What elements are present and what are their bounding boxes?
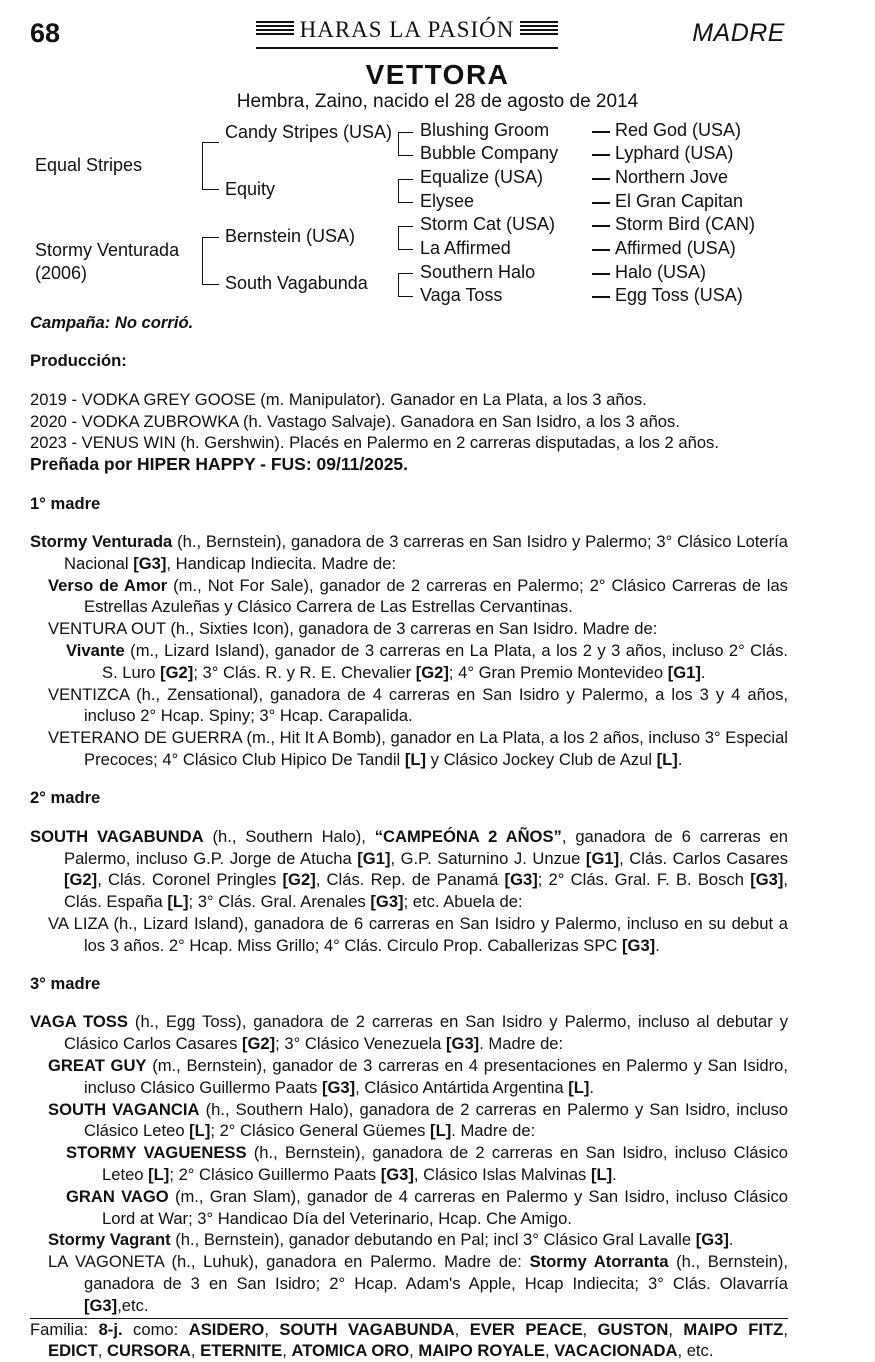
pedigree-bracket (398, 273, 413, 297)
pedigree-gen4: Egg Toss (USA) (615, 285, 743, 305)
horse-name: VETTORA (365, 59, 510, 90)
pedigree-gen2: Equity (225, 179, 276, 199)
pedigree-gen2: South Vagabunda (225, 273, 368, 293)
pedigree-dash (592, 296, 610, 298)
first-dam-entry: Stormy Venturada (h., Bernstein), ganadora de 3 carreras en San Isidro y Palermo; 3° Clásico Lotería Nacional [G3], Handicap Indiecita. Madre de: (30, 531, 789, 573)
family-name: MAIPO FITZ (683, 1319, 784, 1339)
produce-entry: Stormy Vagrant (h., Bernstein), ganador debutando en Pal; incl 3° Clásico Gral Lavalle [G3]. (48, 1230, 734, 1250)
produce-name: GRAN VAGO (66, 1186, 169, 1206)
third-dam-entry: VAGA TOSS (h., Egg Toss), ganadora de 2 carreras en San Isidro y Palermo, incluso al debutar y Clásico Carlos Casares [G2]; 3° Clásico Venezuela [G3]. Madre de: (30, 1012, 788, 1054)
produce-entry: VA LIZA (h., Lizard Island), ganadora de 6 carreras en San Isidro y Palermo, incluso en su debut a los 3 años. 2° Hcap. Miss Grillo; 4° Clás. Circulo Prop. Caballerizas SPC [G3]. (48, 913, 788, 955)
pedigree-dash (592, 225, 610, 227)
produce-entry: SOUTH VAGANCIA (h., Southern Halo), ganadora de 2 carreras en Palermo y San Isidro, incluso Clásico Leteo [L]; 2° Clásico General Güemes [L]. Madre de: (48, 1099, 788, 1141)
pedigree-dash (592, 249, 610, 251)
pedigree-gen4: Affirmed (USA) (615, 238, 736, 258)
family-name: CURSORA (107, 1341, 191, 1361)
horse-subtitle: Hembra, Zaino, nacido el 28 de agosto de 2014 (236, 91, 639, 112)
produce-entry: GRAN VAGO (m., Gran Slam), ganador de 4 carreras en Palermo y San Isidro, incluso Clásico Lord at War; 3° Handicao Día del Veterinario, Hcap. Che Amigo. (66, 1186, 788, 1228)
pedigree-gen4: Red God (USA) (615, 120, 742, 140)
pedigree-gen4: El Gran Capitan (615, 191, 744, 211)
family-name: MAIPO ROYALE (418, 1341, 545, 1361)
pedigree-gen2: Candy Stripes (USA) (225, 122, 393, 142)
pedigree-dash (592, 131, 610, 133)
production-item: 2019 - VODKA GREY GOOSE (m. Manipulator). Ganador en La Plata, a los 3 años. (30, 389, 647, 409)
pedigree-gen4: Northern Jove (615, 167, 729, 187)
produce-entry: Vivante (m., Lizard Island), ganador de 3 carreras en La Plata, a los 2 y 3 años, incluso 2° Clás. S. Luro [G2]; 3° Clás. R. y R. E. Chevalier [G2]; 4° Gran Premio Montevideo [G1]. (66, 640, 788, 682)
pedigree-bracket (202, 237, 219, 285)
produce-entry: GREAT GUY (m., Bernstein), ganador de 3 carreras en 4 presentaciones en Palermo y San Isidro, incluso Clásico Guillermo Paats [G3], Clásico Antártida Argentina [L]. (48, 1056, 789, 1097)
section-label: MADRE (692, 19, 785, 47)
family-name: EDICT (48, 1341, 98, 1361)
produce-name: STORMY VAGUENESS (66, 1143, 247, 1163)
pedigree-gen4: Lyphard (USA) (615, 143, 734, 163)
pedigree-gen4: Halo (USA) (615, 262, 707, 282)
production-heading: Producción: (30, 351, 127, 371)
produce-entry: VENTURA OUT (h., Sixties Icon), ganadora de 3 carreras en San Isidro. Madre de: (48, 619, 658, 639)
pedigree-gen3: Southern Halo (420, 262, 536, 282)
production-item: 2020 - VODKA ZUBROWKA (h. Vastago Salvaje). Ganadora en San Isidro, a los 3 años. (30, 411, 680, 431)
brand-name: HARAS LA PASIÓN (299, 17, 515, 42)
pedigree-gen4: Storm Bird (CAN) (615, 214, 756, 234)
pedigree-bracket (398, 179, 413, 203)
produce-name: Verso de Amor (48, 575, 168, 595)
campaign: Campaña: No corrió. (30, 313, 194, 332)
family-name: GUSTON (597, 1319, 669, 1339)
produce-entry: VENTIZCA (h., Zensational), ganadora de 4 carreras en San Isidro y Palermo, a los 3 y 4 años, incluso 2° Hcap. Spiny; 3° Hcap. Carapalida. (48, 684, 788, 726)
dam-name: VAGA TOSS (30, 1012, 128, 1032)
produce-name: Stormy Atorranta (529, 1252, 669, 1272)
dam-name: Stormy Venturada (30, 531, 173, 551)
produce-name: Stormy Vagrant (48, 1230, 171, 1250)
brand-bars-right-icon (520, 21, 558, 40)
family-name: ASIDERO (188, 1319, 265, 1339)
first-dam-heading: 1° madre (30, 493, 101, 513)
pedigree-gen3: Blushing Groom (420, 120, 550, 140)
pedigree-gen3: Storm Cat (USA) (420, 214, 556, 234)
catalog-body (30, 312, 788, 1362)
produce-name: Vivante (66, 640, 125, 660)
pedigree-gen3: Bubble Company (420, 143, 559, 163)
produce-entry: Verso de Amor (m., Not For Sale), ganador de 2 carreras en Palermo; 2° Clásico Carreras de las Estrellas Azuleñas y Clásico Carrera de Las Estrellas Cervantinas. (48, 575, 788, 617)
brand-header (256, 14, 558, 50)
produce-name: SOUTH VAGANCIA (48, 1099, 200, 1119)
pedigree-gen3: Vaga Toss (420, 285, 503, 305)
page-number: 68 (30, 18, 61, 48)
pedigree-bracket (398, 226, 413, 250)
pedigree-dash (592, 202, 610, 204)
produce-entry: VETERANO DE GUERRA (m., Hit It A Bomb), ganador en La Plata, a los 2 años, incluso 3° Especial Precoces; 4° Clásico Club Hipico De Tandil [L] y Clásico Jockey Club de Azul [L]. (48, 728, 788, 769)
pedigree-dam: Stormy Venturada (2006) (35, 240, 180, 283)
brand-bars-left-icon (256, 21, 294, 40)
produce-name: GREAT GUY (48, 1056, 147, 1076)
family-name: EVER PEACE (469, 1319, 583, 1339)
pregnancy: Preñada por HIPER HAPPY - FUS: 09/11/2025. (30, 454, 409, 475)
brand-underline (256, 47, 558, 49)
family-name: ATOMICA ORO (291, 1341, 410, 1361)
second-dam-heading: 2° madre (30, 788, 101, 808)
pedigree-gen3: Elysee (420, 191, 475, 211)
produce-entry: LA VAGONETA (h., Luhuk), ganadora en Palermo. Madre de: Stormy Atorranta (h., Bernstein), ganadora de 3 en San Isidro; 2° Hcap. Adam's Apple, Hcap Indiecita; 3° Clás. Olavarría [G3],etc. (48, 1252, 789, 1315)
pedigree-bracket (398, 132, 413, 156)
pedigree-gen3: La Affirmed (420, 238, 511, 258)
pedigree-gen2: Bernstein (USA) (225, 226, 356, 246)
dam-name: SOUTH VAGABUNDA (30, 826, 204, 846)
family-line: Familia: 8-j. como: ASIDERO, SOUTH VAGABUNDA, EVER PEACE, GUSTON, MAIPO FITZ, EDICT, CURSORA, ETERNITE, ATOMICA ORO, MAIPO ROYALE, VACACIONADA, etc. (30, 1319, 788, 1361)
pedigree-bracket (202, 142, 219, 190)
pedigree-gen3: Equalize (USA) (420, 167, 544, 187)
production-item: 2023 - VENUS WIN (h. Gershwin). Placés en Palermo en 2 carreras disputadas, a los 2 años. (30, 433, 719, 453)
second-dam-entry: SOUTH VAGABUNDA (h., Southern Halo), “CAMPEÓNA 2 AÑOS”, ganadora de 6 carreras en Palermo, incluso G.P. Jorge de Atucha [G1], G.P. Saturnino J. Unzue [G1], Clás. Carlos Casares [G2], Clás. Coronel Pringles [G2], Clás. Rep. de Panamá [G3]; 2° Clás. Gral. F. B. Bosch [G3], Clás. España [L]; 3° Clás. Gral. Arenales [G3]; etc. Abuela de: (30, 826, 789, 912)
family-name: ETERNITE (200, 1341, 283, 1361)
produce-entry: STORMY VAGUENESS (h., Bernstein), ganadora de 2 carreras en San Isidro, incluso Clásico Leteo [L]; 2° Clásico Guillermo Paats [G3], Clásico Islas Malvinas [L]. (66, 1143, 788, 1185)
pedigree-sire: Equal Stripes (35, 155, 143, 175)
family-name: VACACIONADA (554, 1341, 678, 1361)
pedigree-dash (592, 154, 610, 156)
pedigree-dash (592, 273, 610, 275)
family-name: SOUTH VAGABUNDA (279, 1319, 455, 1339)
third-dam-heading: 3° madre (30, 974, 101, 994)
pedigree-dash (592, 178, 610, 180)
